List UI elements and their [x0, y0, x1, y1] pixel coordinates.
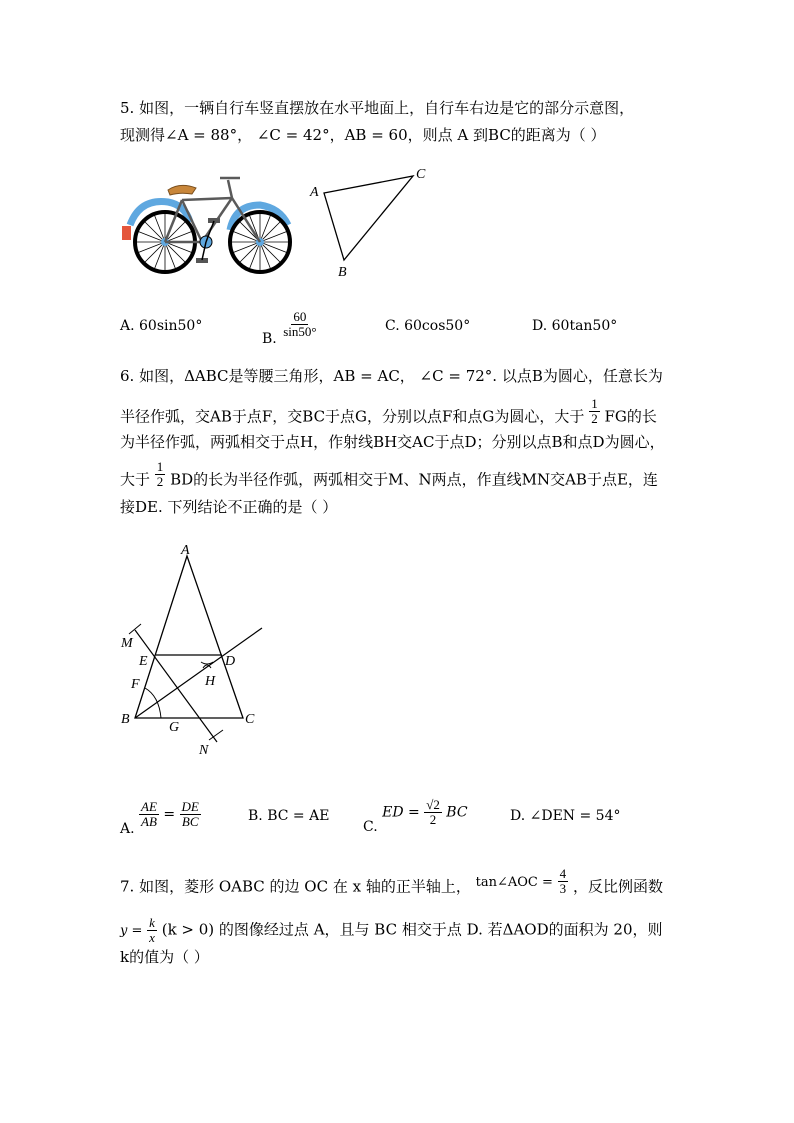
q6-option-c[interactable] — [363, 797, 468, 835]
q6-option-c-den: 2 — [429, 812, 437, 827]
q5-label-a: A — [310, 185, 319, 200]
q6-line-2-fraction — [589, 397, 600, 426]
q5-option-b[interactable] — [262, 309, 319, 347]
q6-label-a: A — [181, 543, 190, 558]
q6-label-f: F — [131, 677, 140, 692]
q7-line-1-text: 7. 如图，菱形 OABC 的边 OC 在 x 轴的正半轴上， — [120, 877, 471, 896]
q7-line-1 — [120, 866, 663, 902]
q6-line-4 — [120, 459, 658, 495]
q7-tan-fraction — [558, 867, 569, 896]
q6-option-a-fraction-1 — [139, 800, 159, 829]
q7-function-den: x — [149, 930, 155, 945]
q6-label-m: M — [121, 636, 133, 651]
q5-option-b-numerator: 60 — [293, 309, 307, 324]
q6-option-a-fraction-2 — [180, 800, 201, 829]
q6-line-2 — [120, 396, 657, 432]
q5-option-d[interactable]: D. 60tan50° — [532, 318, 618, 334]
bicycle-illustration — [120, 170, 300, 280]
q7-function-fraction — [147, 916, 157, 945]
q6-line-4-frac-den: 2 — [156, 474, 164, 489]
q7-tan-num: 4 — [559, 866, 567, 881]
q6-option-c-fraction — [424, 798, 442, 827]
q7-tan-den: 3 — [559, 881, 567, 896]
q6-option-b[interactable]: B. BC = AE — [248, 808, 330, 824]
q7-y-equals: y = — [120, 923, 143, 939]
q5-option-c[interactable]: C. 60cos50° — [385, 318, 471, 334]
q6-option-a-den-2: BC — [181, 814, 199, 829]
q6-line-4-fraction — [155, 460, 166, 489]
q6-line-4-tail: BD的长为半径作弧，两弧相交于M、N两点，作直线MN交AB于点E，连 — [170, 470, 658, 489]
q6-line-2-tail: FG的长 — [604, 407, 657, 426]
q6-option-c-rhs: BC — [446, 804, 468, 821]
q6-option-a-num-2: DE — [181, 799, 199, 814]
q6-option-c-lhs: ED = — [382, 804, 420, 821]
q6-label-n: N — [199, 743, 209, 758]
q6-option-a-num-1: AE — [141, 799, 157, 814]
q5-line-1: 5. 如图，一辆自行车竖直摆放在水平地面上，自行车右边是它的部分示意图， — [120, 99, 635, 117]
q6-option-a[interactable] — [120, 799, 201, 837]
q5-label-b: B — [338, 265, 347, 280]
q7-line-3: k的值为（ ） — [120, 948, 209, 966]
q5-option-b-denominator: sin50° — [283, 324, 317, 339]
q6-line-3: 为半径作弧，两弧相交于点H，作射线BH交AC于点D；分别以点B和点D为圆心， — [120, 433, 665, 451]
q7-function-num: k — [149, 915, 155, 930]
q6-label-d: D — [225, 654, 236, 669]
q6-label-c: C — [245, 712, 255, 727]
q6-label-g: G — [169, 720, 180, 735]
q7-line-2 — [120, 916, 663, 945]
q6-line-2-text: 半径作弧，交AB于点F，交BC于点G，分别以点F和点G为圆心，大于 — [120, 407, 585, 426]
q7-tan-expression: tan∠AOC = — [475, 874, 553, 890]
q6-label-b: B — [121, 712, 130, 727]
q5-option-b-fraction — [281, 310, 318, 339]
q6-line-4-frac-num: 1 — [156, 459, 164, 474]
q6-line-2-frac-den: 2 — [591, 411, 598, 426]
q6-line-2-frac-num: 1 — [591, 396, 598, 411]
q6-option-a-prefix: A. — [120, 820, 135, 837]
q7-line-2-text: (k > 0) 的图像经过点 A，且与 BC 相交于点 D. 若ΔAOD的面积为 20，则 — [161, 920, 663, 939]
q5-option-a[interactable]: A. 60sin50° — [120, 318, 203, 334]
q6-label-e: E — [139, 654, 148, 669]
q6-option-c-num: √2 — [426, 797, 440, 812]
q6-option-c-prefix: C. — [363, 818, 378, 835]
q6-option-a-equals: = — [163, 806, 176, 823]
q6-label-h: H — [205, 674, 216, 689]
q6-line-4-text: 大于 — [120, 470, 151, 489]
q6-option-a-den-1: AB — [141, 814, 157, 829]
q5-triangle-figure — [300, 160, 440, 285]
q6-line-5: 接DE. 下列结论不正确的是（ ） — [120, 498, 338, 516]
q6-option-d[interactable]: D. ∠DEN = 54° — [510, 808, 621, 824]
q5-option-b-prefix: B. — [262, 330, 277, 347]
q6-line-1: 6. 如图，ΔABC是等腰三角形，AB = AC， ∠C = 72°. 以点B为圆心，任意长为 — [120, 367, 663, 385]
q5-line-2: 现测得∠A = 88°， ∠C = 42°，AB = 60，则点 A 到BC的距离为（ ） — [120, 126, 606, 144]
q5-label-c: C — [416, 167, 426, 182]
q6-construction-figure — [115, 538, 275, 763]
q7-line-1-tail: ，反比例函数 — [572, 877, 663, 896]
